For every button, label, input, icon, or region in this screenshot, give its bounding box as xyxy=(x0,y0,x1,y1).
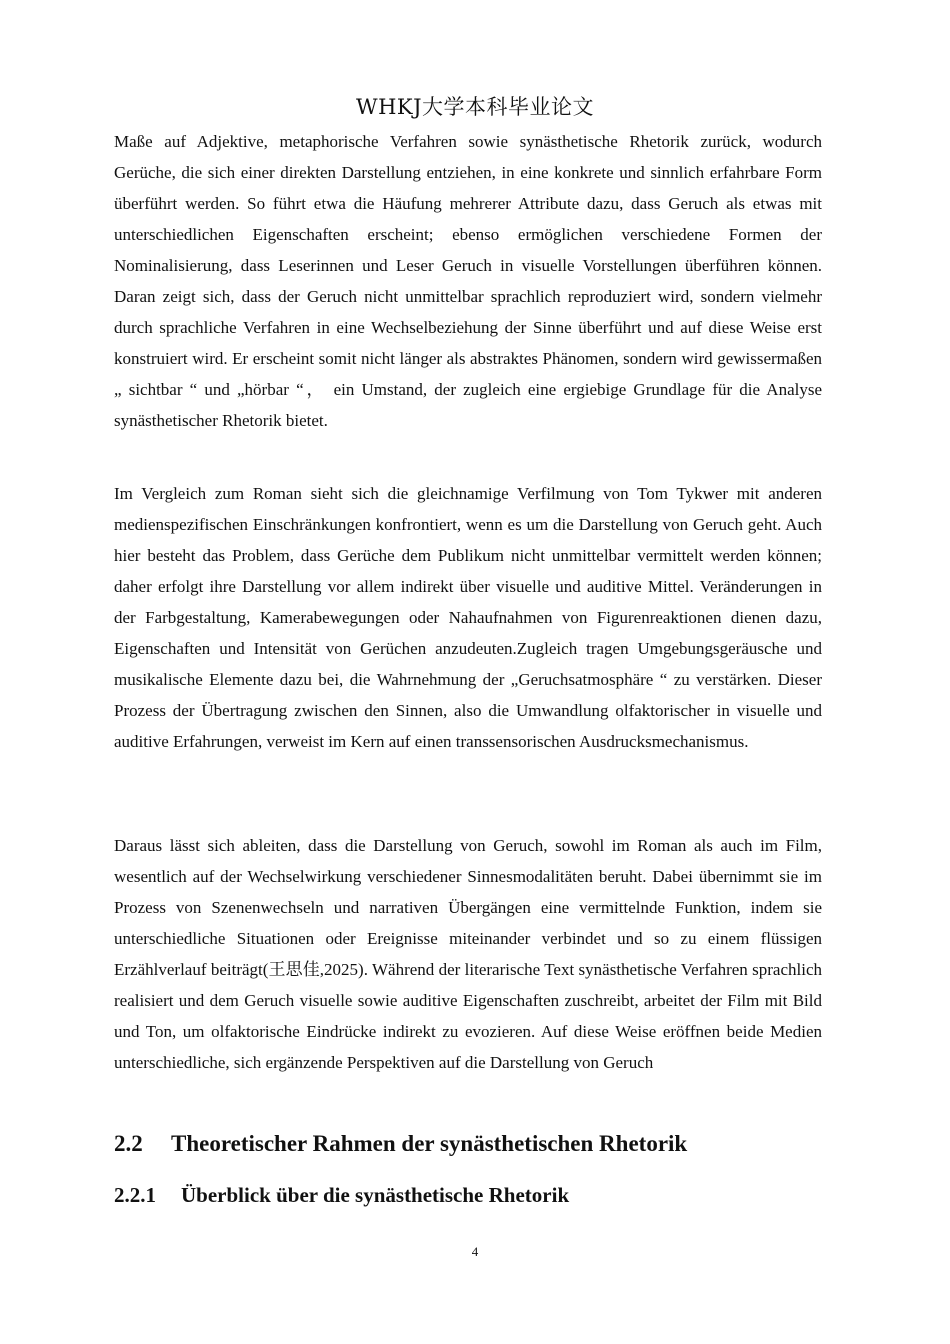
paragraph-1: Maße auf Adjektive, metaphorische Verfahren sowie synästhetische Rhetorik zurück, wodurch Gerüche, die sich einer direkten Darstellung entziehen, in eine konkrete und sinnlich erfahrbare Form überführt werden. So führt etwa die Häufung mehrerer Attribute dazu, dass Geruch als etwas mit unterschiedlichen Eigenschaften erscheint; ebenso ermöglichen verschiedene Formen der Nominalisierung, dass Leserinnen und Leser Geruch in visuelle Vorstellungen überführen können. Daran zeigt sich, dass der Geruch nicht unmittelbar sprachlich reproduziert wird, sondern vielmehr durch sprachliche Verfahren in eine Wechselbeziehung der Sinne überführt und auf diese Weise erst konstruiert wird. Er erscheint somit nicht länger als abstraktes Phänomen, sondern wird gewissermaßen „ sichtbar “ und „hörbar “， ein Umstand, der zugleich eine ergiebige Grundlage für die Analyse synästhetischer Rhetorik bietet. xyxy=(114,132,822,430)
subsection-heading xyxy=(114,1180,569,1210)
page-number: 4 xyxy=(471,1244,479,1259)
section-number: 2.2 xyxy=(114,1131,143,1156)
subsection-title: Überblick über die synästhetische Rhetorik xyxy=(181,1183,570,1207)
section-title: Theoretischer Rahmen der synästhetischen Rhetorik xyxy=(171,1131,688,1156)
paragraph-3: Daraus lässt sich ableiten, dass die Darstellung von Geruch, sowohl im Roman als auch im Film, wesentlich auf der Wechselwirkung verschiedener Sinnesmodalitäten beruht. Dabei übernimmt sie im Prozess von Szenenwechseln und narrativen Übergängen eine vermittelnde Funktion, indem sie unterschiedliche Situationen oder Ereignisse miteinander verbindet und so zu einem flüssigen Erzählverlauf beiträgt(王思佳,2025). Während der literarische Text synästhetische Verfahren sprachlich realisiert und dem Geruch visuelle sowie auditive Eigenschaften zuschreibt, arbeitet der Film mit Bild und Ton, um olfaktorische Eindrücke indirekt zu evozieren. Auf diese Weise eröffnen beide Medien unterschiedliche, sich ergänzende Perspektiven auf die Darstellung von Geruch xyxy=(114,836,822,1072)
page-header-title: WHKJ大学本科毕业论文 xyxy=(355,95,594,119)
subsection-number: 2.2.1 xyxy=(114,1183,156,1207)
section-heading xyxy=(114,1128,687,1160)
paragraph-2: Im Vergleich zum Roman sieht sich die gleichnamige Verfilmung von Tom Tykwer mit anderen medienspezifischen Einschränkungen konfrontiert, wenn es um die Darstellung von Geruch geht. Auch hier besteht das Problem, dass Gerüche dem Publikum nicht unmittelbar vermittelt werden können; daher erfolgt ihre Darstellung vor allem indirekt über visuelle und auditive Mittel. Veränderungen in der Farbgestaltung, Kamerabewegungen oder Nahaufnahmen von Figurenreaktionen dienen dazu, Eigenschaften und Intensität von Gerüchen anzudeuten.Zugleich tragen Umgebungsgeräusche und musikalische Elemente dazu bei, die Wahrnehmung der „Geruchsatmosphäre “ zu verstärken. Dieser Prozess der Übertragung zwischen den Sinnen, also die Umwandlung olfaktorischer in visuelle und auditive Erfahrungen, verweist im Kern auf einen transsensorischen Ausdrucksmechanismus. xyxy=(114,484,822,751)
